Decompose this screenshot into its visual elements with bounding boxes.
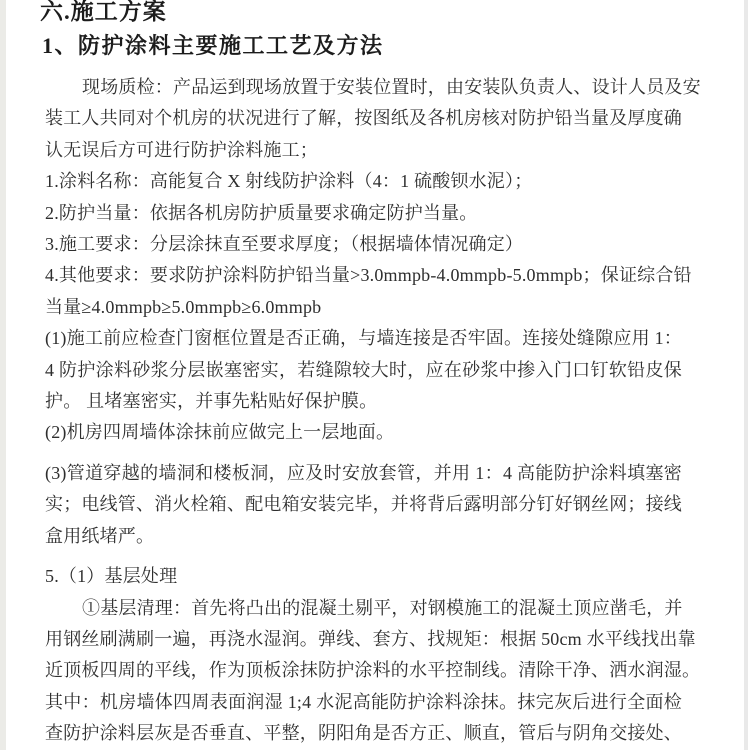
paragraph-item-2-protection-equivalent bbox=[45, 198, 682, 229]
text-line: (2)机房四周墙体涂抹前应做完上一层地面。 bbox=[45, 422, 395, 443]
document-body bbox=[45, 72, 701, 750]
text-line: (3)管道穿越的墙洞和楼板洞，应及时安放套管，并用 1：4 高能防护涂料填塞密 bbox=[45, 462, 682, 483]
paragraph-note-1-door-window-frames bbox=[45, 323, 682, 417]
page-left-edge bbox=[0, 0, 6, 750]
text-line: 4.其他要求：要求防护涂料防护铅当量>3.0mmpb-4.0mmpb-5.0mmpb；保证综合铅 bbox=[45, 265, 692, 286]
text-line: 盒用纸堵严。 bbox=[45, 525, 155, 546]
text-line: 近顶板四周的平线，作为顶板涂抹防护涂料的水平控制线。清除干净、洒水润湿。 bbox=[45, 660, 701, 681]
text-line: 1.涂料名称：高能复合 X 射线防护涂料（4：1 硫酸钡水泥）； bbox=[45, 171, 533, 192]
page-right-edge bbox=[744, 0, 748, 750]
paragraph-item-3-construction-requirement bbox=[45, 229, 682, 260]
text-line: 当量≥4.0mmpb≥5.0mmpb≥6.0mmpb bbox=[45, 296, 322, 317]
paragraph-item-4-other-requirements bbox=[45, 260, 692, 323]
text-line: 护。 且堵塞密实，并事先粘贴好保护膜。 bbox=[45, 391, 378, 412]
text-line: 查防护涂料层灰是否垂直、平整，阴阳角是否方正、顺直，管后与阴角交接处、 bbox=[45, 723, 682, 744]
text-line: 装工人共同对个机房的状况进行了解，按图纸及各机房核对防护铅当量及厚度确 bbox=[45, 108, 682, 129]
text-line: 3.施工要求：分层涂抹直至要求厚度；（根据墙体情况确定） bbox=[45, 234, 524, 255]
text-line: 其中：机房墙体四周表面润湿 1;4 水泥高能防护涂料涂抹。抹完灰后进行全面检 bbox=[45, 691, 682, 712]
paragraph-item-5-base-treatment-heading bbox=[45, 561, 682, 592]
text-line: (1)施工前应检查门窗框位置是否正确，与墙连接是否牢固。连接处缝隙应用 1： bbox=[45, 328, 682, 349]
paragraph-site-quality-check bbox=[45, 72, 701, 166]
text-line: 5.（1）基层处理 bbox=[45, 566, 178, 587]
text-line: 认无误后方可进行防护涂料施工； bbox=[45, 139, 318, 160]
document-title: 六.施工方案 bbox=[40, 0, 167, 24]
text-line: ①基层清理：首先将凸出的混凝土剔平，对钢模施工的混凝土顶应凿毛，并 bbox=[82, 597, 683, 618]
paragraph-item-1-coating-name bbox=[45, 166, 682, 197]
text-line: 现场质检：产品运到现场放置于安装位置时，由安装队负责人、设计人员及安 bbox=[82, 77, 701, 97]
paragraph-base-cleaning-detail bbox=[45, 593, 701, 750]
text-line: 实；电线管、消火栓箱、配电箱安装完毕，并将背后露明部分钉好钢丝网；接线 bbox=[45, 494, 682, 515]
text-line: 用钢丝刷满刷一遍，再浇水湿润。弹线、套方、找规矩：根据 50cm 水平线找出靠 bbox=[45, 628, 696, 649]
paragraph-note-2-floor-first bbox=[45, 417, 682, 448]
paragraph-note-3-pipes-holes bbox=[45, 458, 682, 552]
section-heading: 1、防护涂料主要施工工艺及方法 bbox=[42, 33, 384, 58]
text-line: 2.防护当量：依据各机房防护质量要求确定防护当量。 bbox=[45, 202, 478, 223]
text-line: 4 防护涂料砂浆分层嵌塞密实，若缝隙较大时，应在砂浆中掺入门口钉软铅皮保 bbox=[45, 359, 682, 380]
